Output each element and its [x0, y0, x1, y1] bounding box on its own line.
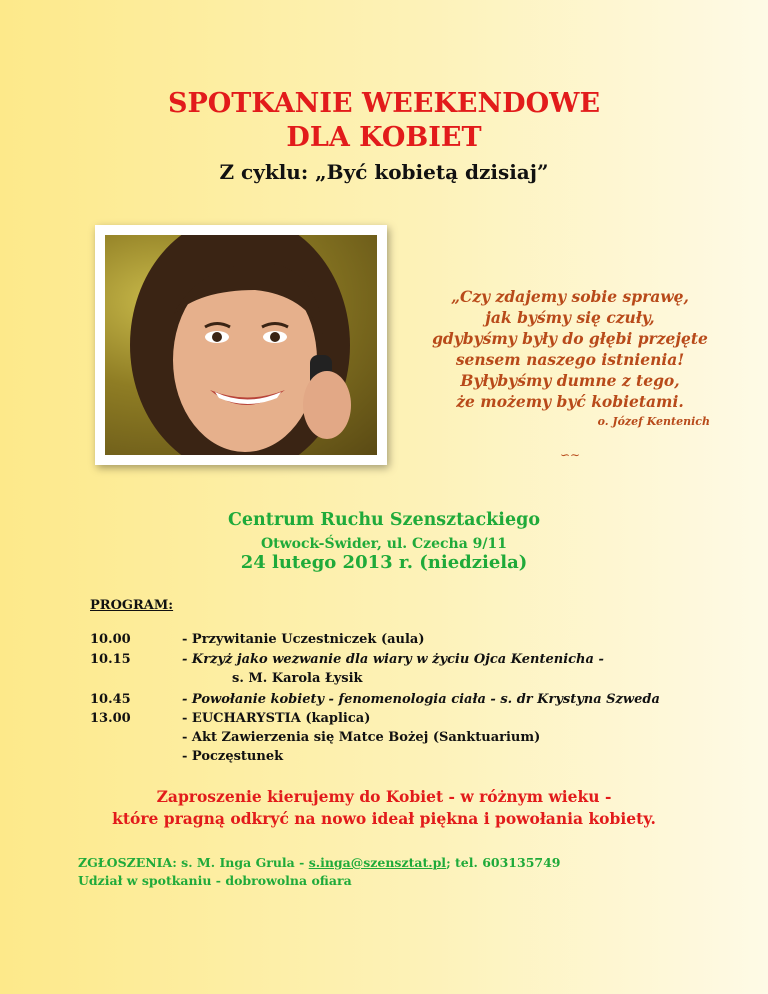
venue-name: Centrum Ruchu Szensztackiego [227, 510, 540, 530]
quote-line: sensem naszego istnienia! [455, 350, 685, 369]
invitation-line-2: które pragną odkryć na nowo ideał piękna i powołania kobiety. [112, 809, 656, 828]
registration-phone: ; tel. 603135749 [446, 855, 561, 870]
title-line-2: DLA KOBIET [286, 122, 482, 153]
program-time: 10.00 [90, 632, 131, 647]
program-item: - Krzyż jako wezwanie dla wiary w życiu Ojca Kentenicha - [182, 652, 604, 667]
program-time: 10.45 [90, 692, 131, 707]
program-item: - Akt Zawierzenia się Matce Bożej (Sanktuarium) [182, 730, 541, 745]
venue-address: Otwock-Świder, ul. Czecha 9/11 [260, 536, 508, 552]
title-line-1: SPOTKANIE WEEKENDOWE [167, 88, 601, 119]
program-item: - Powołanie kobiety - fenomenologia ciała - s. dr Krystyna Szweda [182, 692, 660, 707]
program-speaker: s. M. Karola Łysik [232, 671, 363, 686]
program-time: 10.15 [90, 652, 131, 667]
quote-line: Byłybyśmy dumne z tego, [460, 371, 680, 390]
participation-info: Udział w spotkaniu - dobrowolna ofiara [78, 873, 352, 888]
quote-block [415, 286, 725, 412]
program-item: - Poczęstunek [182, 749, 284, 764]
woman-photo [105, 235, 377, 455]
quote-line: jak byśmy się czuły, [485, 308, 655, 327]
program-item: - Przywitanie Uczestniczek (aula) [182, 632, 425, 647]
email-link[interactable]: s.inga@szensztat.pl [308, 855, 447, 870]
quote-line: „Czy zdajemy sobie sprawę, [451, 287, 689, 306]
program-time: 13.00 [90, 711, 131, 726]
quote-line: że możemy być kobietami. [456, 392, 684, 411]
invitation-line-1: Zaproszenie kierujemy do Kobiet - w różnym wieku - [156, 787, 612, 806]
event-date: 24 lutego 2013 r. (niedziela) [240, 552, 528, 573]
registration-info [78, 854, 561, 871]
ornament-icon: ∽∼ [559, 448, 581, 462]
program-item: - EUCHARYSTIA (kaplica) [182, 711, 371, 726]
photo-frame [95, 225, 387, 465]
quote-author: o. Józef Kentenich [597, 415, 710, 428]
quote-line: gdybyśmy były do głębi przejęte [432, 329, 708, 348]
subtitle: Z cyklu: „Być kobietą dzisiaj” [219, 160, 549, 184]
registration-prefix: ZGŁOSZENIA: s. M. Inga Grula - [78, 855, 309, 870]
program-heading: PROGRAM: [90, 598, 174, 613]
